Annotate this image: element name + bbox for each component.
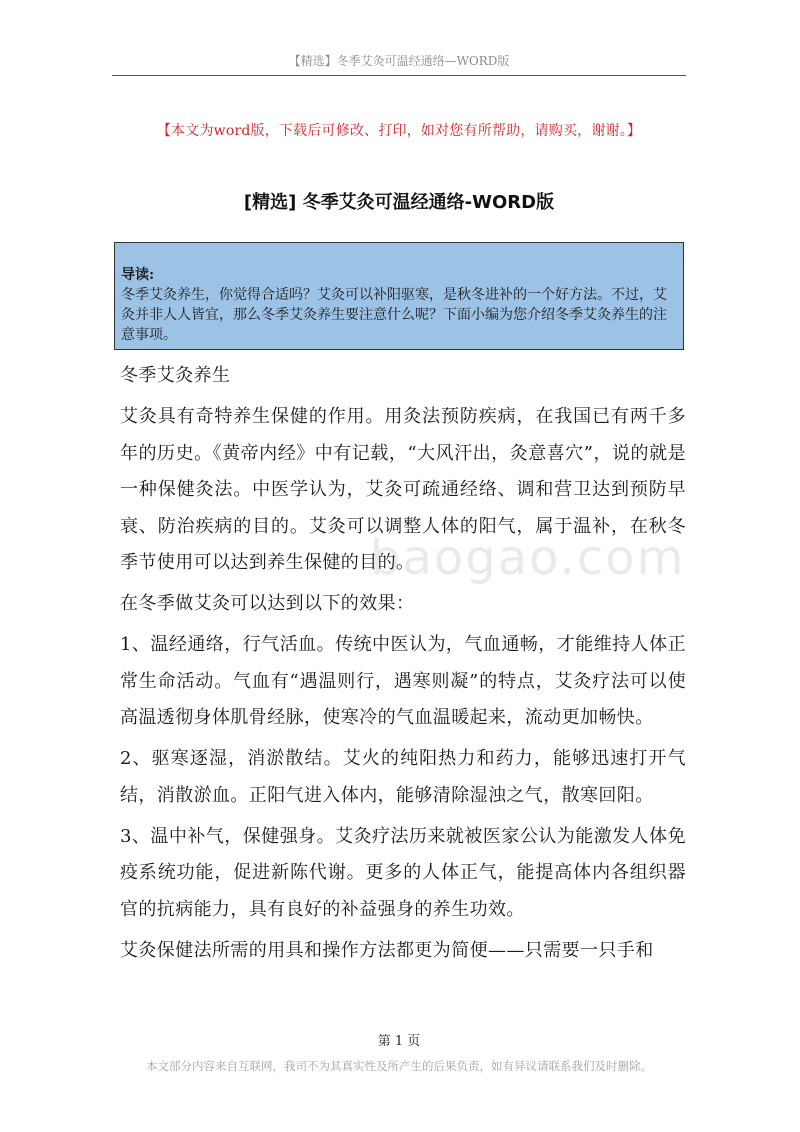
- paragraph: 1、温经通络，行气活血。传统中医认为，气血通畅，才能维持人体正常生命活动。气血有“遇温则行，遇寒则凝”的特点，艾灸疗法可以使高温透彻身体肌骨经脉，使寒冷的气血温暖起来，流动更加畅快。: [120, 634, 686, 728]
- paragraph: 艾灸保健法所需的用具和操作方法都更为简便——只需要一只手和: [120, 939, 654, 961]
- page-number: 第 1 页: [377, 1034, 421, 1049]
- header-rule: [112, 75, 686, 76]
- paragraph: 艾灸具有奇特养生保健的作用。用灸法预防疾病，在我国已有两千多年的历史。《黄帝内经》中有记载，“大风汗出，灸意喜穴”，说的就是一种保健灸法。中医学认为，艾灸可疏通经络、调和营卫达到预防早衰、防治疾病的目的。艾灸可以调整人体的阳气，属于温补，在秋冬季节使用可以达到养生保健的目的。: [120, 406, 686, 573]
- paragraph: 3、温中补气，保健强身。艾灸疗法历来就被医家公认为能激发人体免疫系统功能，促进新陈代谢。更多的人体正气，能提高体内各组织器官的抗病能力，具有良好的补益强身的养生功效。: [120, 825, 686, 920]
- section-heading: 冬季艾灸养生: [120, 365, 231, 386]
- guide-text: 冬季艾灸养生，你觉得合适吗？艾灸可以补阳驱寒，是秋冬进补的一个好方法。不过，艾灸并非人人皆宜，那么冬季艾灸养生要注意什么呢？下面小编为您介绍冬季艾灸养生的注意事项。: [121, 287, 667, 343]
- document-title: [精选] 冬季艾灸可温经通络-WORD版: [243, 192, 555, 213]
- document-body: [120, 358, 686, 974]
- guide-label: 导读:: [121, 267, 155, 283]
- watermark: baogao.com: [370, 530, 686, 586]
- download-notice: 【本文为word版，下载后可修改、打印，如对您有所帮助，请购买，谢谢。】: [156, 123, 642, 139]
- guide-box: [114, 242, 684, 350]
- footer-disclaimer: 本文部分内容来自互联网，我司不为其真实性及所产生的后果负责，如有异议请联系我们及时删除。: [146, 1059, 652, 1073]
- paragraph: 2、驱寒逐湿，消淤散结。艾火的纯阳热力和药力，能够迅速打开气结，消散淤血。正阳气进入体内，能够清除湿浊之气，散寒回阳。: [120, 748, 686, 806]
- paragraph: 在冬季做艾灸可以达到以下的效果：: [120, 593, 415, 614]
- running-header: 【精选】冬季艾灸可温经通络—WORD版: [288, 54, 510, 68]
